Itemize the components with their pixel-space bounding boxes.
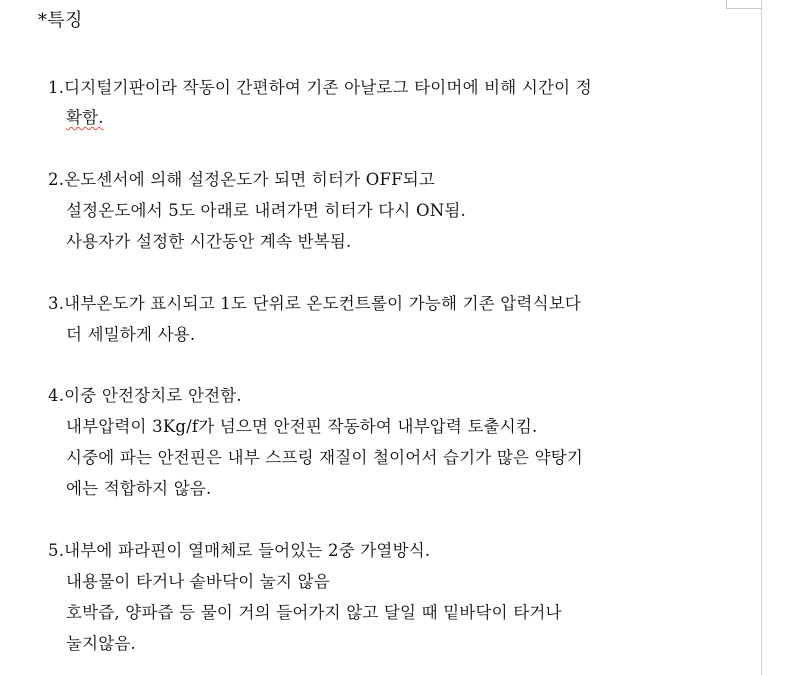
item-5-line-4: 눌지않음. [66, 634, 137, 653]
item-2-line-2: 설정온도에서 5도 아래로 내려가면 히터가 다시 ON됨. [66, 201, 466, 220]
item-3-line-2: 더 세밀하게 사용. [66, 325, 196, 344]
item-3-line-1: 3.내부온도가 표시되고 1도 단위로 온도컨트롤이 가능해 기존 압력식보다 [48, 294, 581, 313]
item-4-line-3: 시중에 파는 안전핀은 내부 스프링 재질이 철이어서 습기가 많은 약탕기 [66, 448, 584, 467]
item-5-line-3: 호박즙, 양파즙 등 물이 거의 들어가지 않고 달일 때 밑바닥이 타거나 [66, 603, 562, 622]
item-5-line-2: 내용물이 타거나 솥바닥이 눌지 않음 [66, 572, 330, 591]
section-heading: *특징 [38, 10, 83, 31]
item-5-line-1: 5.내부에 파라핀이 열매체로 들어있는 2중 가열방식. [48, 541, 431, 560]
item-2-line-1: 2.온도센서에 의해 설정온도가 되면 히터가 OFF되고 [48, 170, 436, 189]
page-right-border [761, 0, 762, 675]
item-4-line-2: 내부압력이 3Kg/f가 넘으면 안전핀 작동하여 내부압력 토출시킴. [66, 417, 538, 436]
item-1-line-2: 확함. [66, 108, 104, 127]
page-corner-mark [726, 0, 761, 9]
item-4-line-1: 4.이중 안전장치로 안전함. [48, 386, 242, 405]
item-2-line-3: 사용자가 설정한 시간동안 계속 반복됨. [66, 232, 352, 251]
item-4-line-4: 에는 적합하지 않음. [66, 479, 212, 498]
item-1-line-1: 1.디지털기판이라 작동이 간편하여 기존 아날로그 타이머에 비해 시간이 정 [48, 78, 592, 97]
